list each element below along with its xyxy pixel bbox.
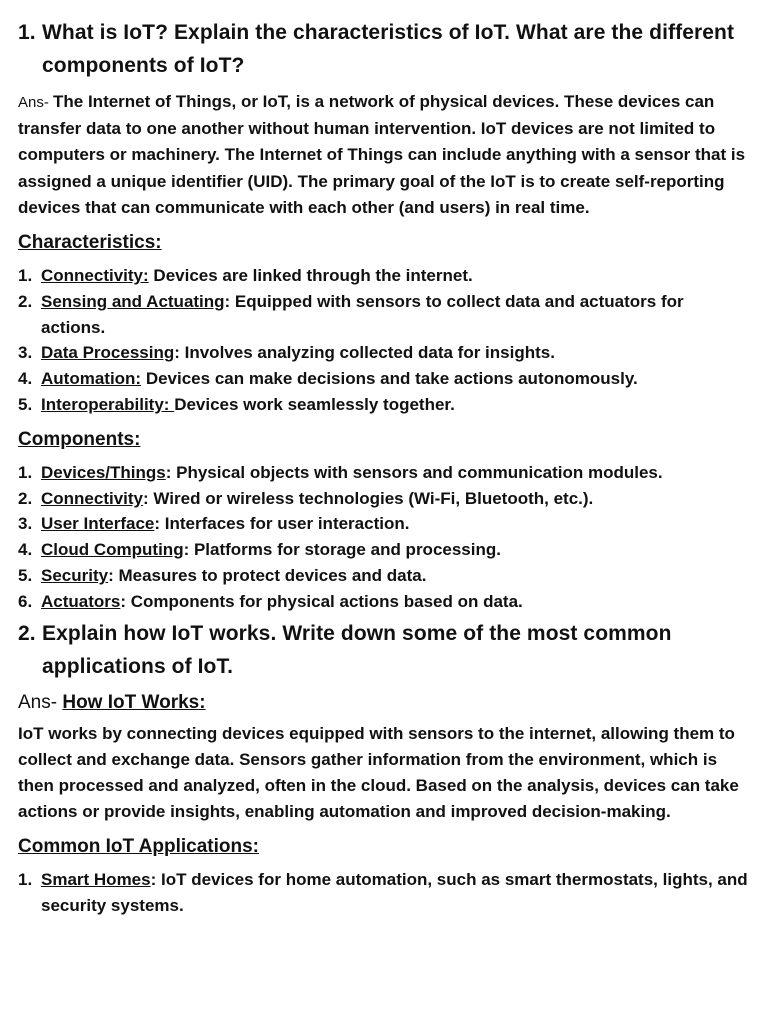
list-item: [18, 563, 750, 589]
list-item-number: 2.: [18, 488, 33, 508]
list-item: [18, 867, 750, 919]
list-item: [18, 486, 750, 512]
characteristics-list: [18, 263, 750, 418]
list-item-desc: Devices can make decisions and take actions autonomously.: [141, 369, 638, 389]
list-item: [18, 392, 750, 418]
list-item-desc: Devices work seamlessly together.: [174, 395, 455, 414]
characteristics-heading: Characteristics:: [18, 232, 162, 254]
list-item-number: 2.: [18, 291, 33, 311]
list-item-desc: : Equipped with sensors to collect data and actuators for actions.: [41, 291, 684, 337]
how-iot-works-text: IoT works by connecting devices equipped with sensors to the internet, allowing them to collect and exchange data. Sensors gather information from the environment, which is then processed and analyzed, often in the cloud. Based on the analysis, devices can take actions or provide insights, enabling automation and improved decision-making.: [18, 723, 739, 822]
answer-prefix: Ans-: [18, 94, 54, 111]
components-heading: Components:: [18, 428, 141, 450]
question-2-answer-heading: [18, 689, 750, 717]
list-item-term: Devices/Things: [41, 462, 166, 482]
list-item-number: 5.: [18, 565, 33, 585]
list-item-term: Connectivity: [41, 488, 144, 508]
list-item-number: 1.: [18, 462, 33, 482]
list-item-number: 5.: [18, 395, 33, 414]
list-item: [18, 263, 750, 289]
list-item-desc: : Involves analyzing collected data for insights.: [174, 343, 555, 363]
list-item-term: Actuators: [41, 591, 121, 611]
list-item-number: 1.: [18, 870, 33, 890]
list-item-desc: Devices are linked through the internet.: [148, 266, 473, 286]
list-item-desc: : Wired or wireless technologies (Wi-Fi, Bluetooth, etc.).: [143, 488, 594, 508]
list-item-number: 1.: [18, 266, 33, 286]
list-item-number: 3.: [18, 343, 33, 363]
list-item: [18, 537, 750, 563]
applications-heading: Common IoT Applications:: [18, 836, 260, 858]
list-item-term: Data Processing: [41, 343, 175, 363]
list-item-desc: : Interfaces for user interaction.: [154, 514, 410, 534]
question-2-number: 2.: [18, 621, 36, 645]
list-item: [18, 289, 750, 341]
list-item-term: Connectivity:: [41, 266, 149, 286]
answer-prefix: Ans-: [18, 691, 63, 713]
list-item: [18, 511, 750, 537]
list-item-term: Sensing and Actuating: [41, 291, 225, 311]
list-item-desc: : Physical objects with sensors and communication modules.: [165, 462, 663, 482]
list-item-number: 3.: [18, 514, 33, 534]
question-1-heading: [18, 16, 750, 82]
list-item-desc: : Components for physical actions based on data.: [120, 591, 523, 611]
list-item-desc: : Measures to protect devices and data.: [108, 565, 427, 585]
list-item: [18, 366, 750, 392]
list-item-number: 6.: [18, 591, 33, 611]
list-item-term: Interoperability:: [41, 395, 175, 414]
list-item-number: 4.: [18, 369, 33, 389]
question-2-title: Explain how IoT works. Write down some of the most common applications of IoT.: [42, 621, 672, 678]
question-1-answer: [18, 89, 750, 221]
list-item-desc: : Platforms for storage and processing.: [183, 540, 501, 560]
components-list: [18, 460, 750, 615]
list-item-desc: : IoT devices for home automation, such as smart thermostats, lights, and security systems.: [41, 870, 748, 916]
list-item-term: Smart Homes: [41, 870, 151, 890]
list-item-term: Automation:: [41, 369, 142, 389]
question-1-number: 1.: [18, 21, 36, 44]
list-item-term: Cloud Computing: [41, 540, 184, 560]
question-2-heading: [18, 617, 750, 683]
list-item: [18, 589, 750, 615]
question-1-title: What is IoT? Explain the characteristics of IoT. What are the different components of IoT?: [42, 21, 735, 77]
list-item: [18, 340, 750, 366]
answer-text: The Internet of Things, or IoT, is a network of physical devices. These devices can transfer data to one another without human intervention. IoT devices are not limited to computers or machinery. The Internet of Things can include anything with a sensor that is assigned a unique identifier (UID). The primary goal of the IoT is to create self-reporting devices that can communicate with each other (and users) in real time.: [18, 92, 746, 217]
list-item: [18, 460, 750, 486]
how-iot-works-heading: How IoT Works:: [62, 691, 206, 713]
list-item-term: Security: [41, 565, 109, 585]
list-item-term: User Interface: [41, 514, 155, 534]
applications-list: [18, 867, 750, 919]
list-item-number: 4.: [18, 540, 33, 560]
